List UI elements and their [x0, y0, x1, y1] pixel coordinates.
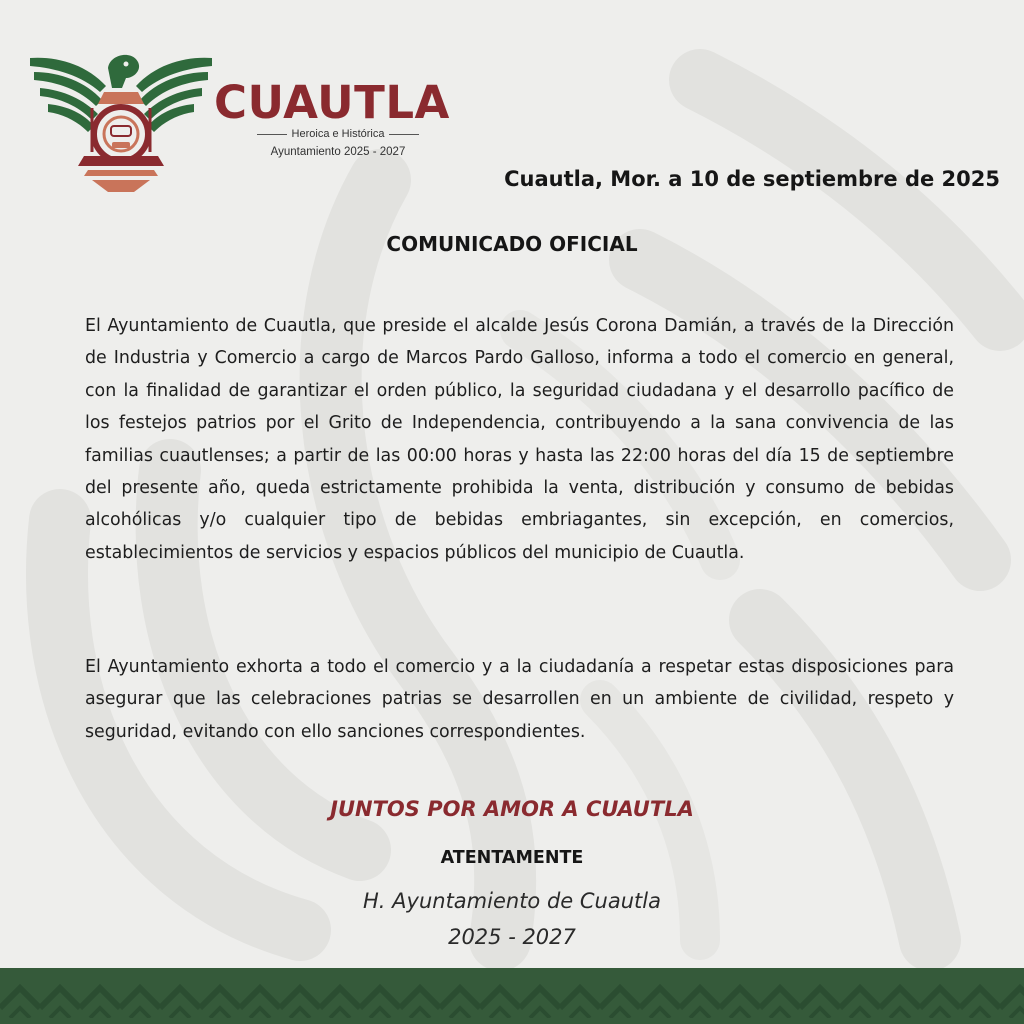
footer-band: [0, 968, 1024, 1024]
body-paragraph-2: El Ayuntamiento exhorta a todo el comercio y a la ciudadanía a respetar estas disposiciones para asegurar que las celebraciones patrias se desarrollen en un ambiente de civilidad, respeto y seguridad, evitando con ello sanciones correspondientes.: [85, 657, 954, 742]
brand-period: Ayuntamiento 2025 - 2027: [270, 146, 406, 158]
brand-name: CUAUTLA: [214, 76, 450, 129]
footer-pattern: [0, 978, 1024, 1018]
closing-regards: ATENTAMENTE: [440, 848, 584, 868]
signature: H. Ayuntamiento de Cuautla: [363, 889, 661, 913]
body-paragraph-1: El Ayuntamiento de Cuautla, que preside el alcalde Jesús Corona Damián, a través de la Dirección de Industria y Comercio a cargo de Marcos Pardo Galloso, informa a todo el comercio en general, con la finalidad de garantizar el orden público, la seguridad ciudadana y el desarrollo pacífico de los festejos patrios por el Grito de Independencia, contribuyendo a la sana convivencia de las familias cuautlenses; a partir de las 00:00 horas y hasta las 22:00 horas del día 15 de septiembre del presente año, queda estrictamente prohibida la venta, distribución y consumo de bebidas alcohólicas y/o cualquier tipo de bebidas embriagantes, sin excepción, en comercios, establecimientos de servicios y espacios públicos del municipio de Cuautla.: [85, 316, 954, 563]
date-line: Cuautla, Mor. a 10 de septiembre de 2025: [504, 167, 1000, 191]
brand-tagline: [252, 128, 424, 140]
brand-tagline-text: Heroica e Histórica: [291, 128, 385, 140]
tagline-rule-left: [257, 134, 287, 135]
signature-period: 2025 - 2027: [448, 925, 576, 949]
eagle-locomotive-emblem-icon: [26, 48, 216, 198]
motto: JUNTOS POR AMOR A CUAUTLA: [330, 797, 694, 821]
tagline-rule-right: [389, 134, 419, 135]
page-title: COMUNICADO OFICIAL: [386, 232, 638, 256]
